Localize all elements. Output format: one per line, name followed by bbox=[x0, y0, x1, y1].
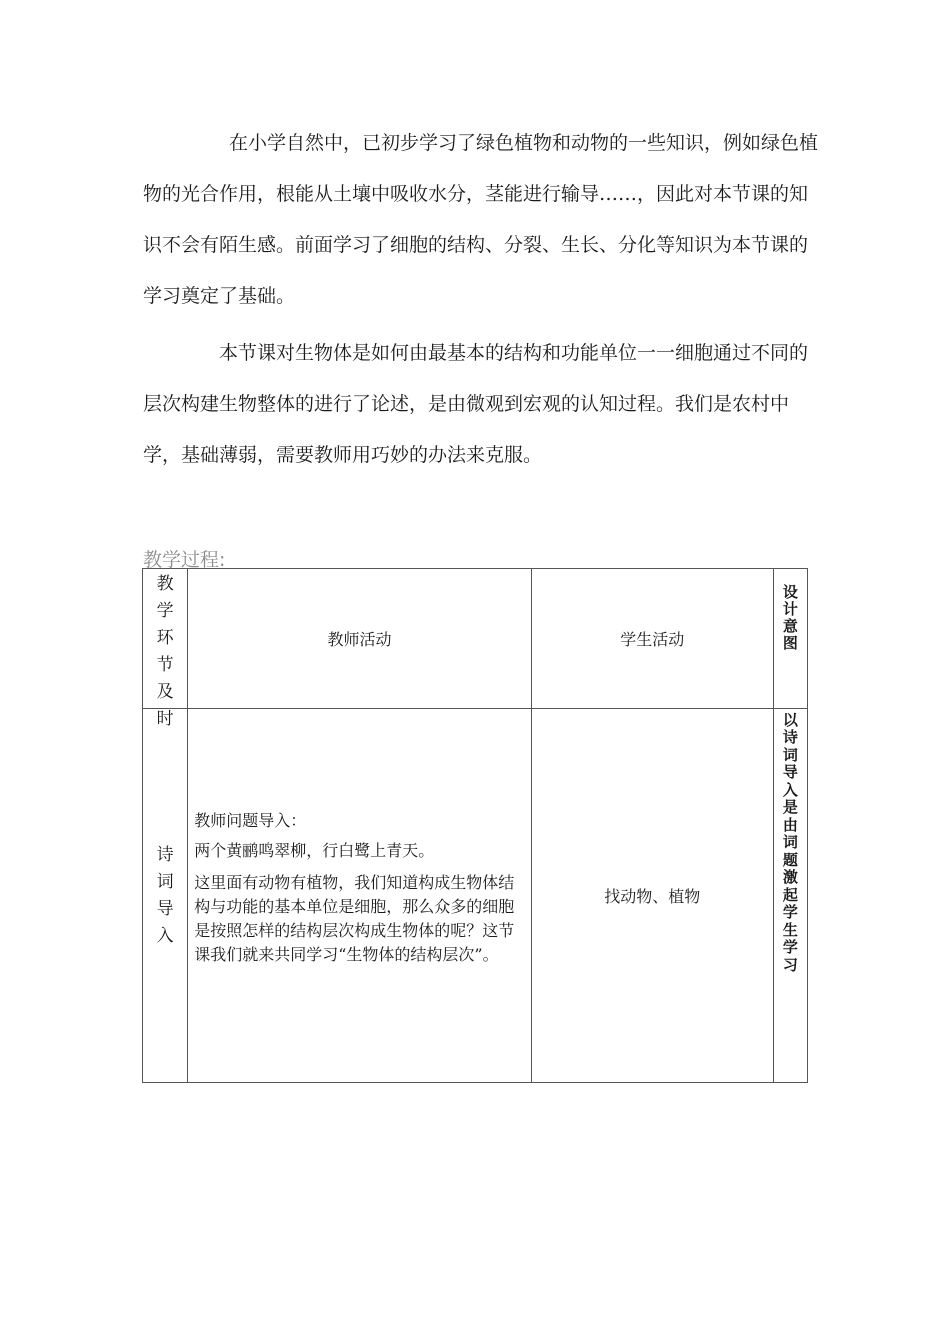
intro-paragraph-2-text: 本节课对生物体是如何由最基本的结构和功能单位一一细胞通过不同的层次构建生物整体的进行了论述，是由微观到宏观的认知过程。我们是农村中学，基础薄弱，需要教师用巧妙的办法来克服。 bbox=[143, 342, 809, 466]
student-activity-cell: 找动物、植物 bbox=[531, 709, 773, 1083]
header-intent-label bbox=[774, 570, 807, 707]
teacher-activity-question: 这里面有动物有植物，我们知道构成生物体结构与功能的基本单位是细胞，那么众多的细胞是按照怎样的结构层次构成生物体的呢？这节课我们就来共同学习“生物体的结构层次”。 bbox=[194, 872, 515, 964]
stage-char: 诗 bbox=[156, 844, 174, 865]
intent-char: 学 bbox=[782, 903, 798, 921]
stage-label bbox=[143, 842, 187, 950]
intent-char: 学 bbox=[782, 938, 798, 956]
header-stage-char: 教 bbox=[156, 574, 174, 594]
header-stage-char: 节 bbox=[156, 655, 174, 675]
intent-char: 词 bbox=[782, 745, 798, 764]
intent-char: 起 bbox=[782, 885, 798, 904]
stage-char: 词 bbox=[156, 871, 174, 892]
header-stage-char: 学 bbox=[156, 601, 174, 621]
intent-char: 习 bbox=[782, 955, 798, 974]
header-student-activity: 学生活动 bbox=[531, 569, 773, 709]
intent-char: 导 bbox=[782, 763, 798, 781]
header-intent-char: 计 bbox=[782, 600, 798, 618]
intent-char: 诗 bbox=[782, 728, 798, 746]
stage-char: 导 bbox=[156, 898, 174, 919]
intent-char: 入 bbox=[782, 780, 798, 799]
header-stage-char: 时 bbox=[156, 709, 174, 729]
intent-char: 激 bbox=[782, 868, 798, 886]
intent-text bbox=[774, 710, 807, 1082]
intro-paragraph-1-text: 在小学自然中，已初步学习了绿色植物和动物的一些知识，例如绿色植物的光合作用，根能从土壤中吸收水分，茎能进行输导……，因此对本节课的知识不会有陌生感。前面学习了细胞的结构、分裂、生长、分化等知识为本节课的学习奠定了基础。 bbox=[143, 132, 819, 307]
header-intent-char: 设 bbox=[782, 583, 798, 601]
intent-char: 由 bbox=[782, 815, 798, 834]
intro-paragraph-2 bbox=[143, 328, 823, 481]
table-row bbox=[143, 709, 808, 1083]
intent-char: 题 bbox=[782, 850, 798, 869]
stage-cell bbox=[143, 709, 188, 1083]
teacher-activity-intro: 教师问题导入： bbox=[194, 810, 307, 830]
header-stage-label bbox=[143, 569, 187, 729]
stage-char: 入 bbox=[156, 925, 174, 946]
header-intent-char: 意 bbox=[782, 617, 798, 635]
intent-char: 以 bbox=[782, 710, 798, 729]
intent-char: 生 bbox=[782, 920, 798, 939]
header-stage-char: 环 bbox=[156, 628, 174, 648]
intent-char: 是 bbox=[782, 798, 798, 816]
section-caption: 教学过程: bbox=[143, 549, 226, 571]
table-header-row bbox=[143, 569, 808, 709]
teacher-activity-cell bbox=[188, 709, 532, 1083]
teaching-process-table bbox=[142, 568, 808, 1083]
intent-char: 词 bbox=[782, 833, 798, 851]
header-teacher-activity: 教师活动 bbox=[188, 569, 532, 709]
header-intent-cell bbox=[773, 569, 807, 709]
teacher-activity-poem: 两个黄鹂鸣翠柳，行白鹭上青天。 bbox=[194, 840, 435, 860]
header-stage-char: 及 bbox=[156, 682, 174, 702]
header-stage-cell bbox=[143, 569, 188, 729]
intro-paragraph-1 bbox=[143, 118, 823, 322]
header-intent-char: 图 bbox=[782, 634, 798, 652]
intent-cell bbox=[773, 709, 807, 1083]
